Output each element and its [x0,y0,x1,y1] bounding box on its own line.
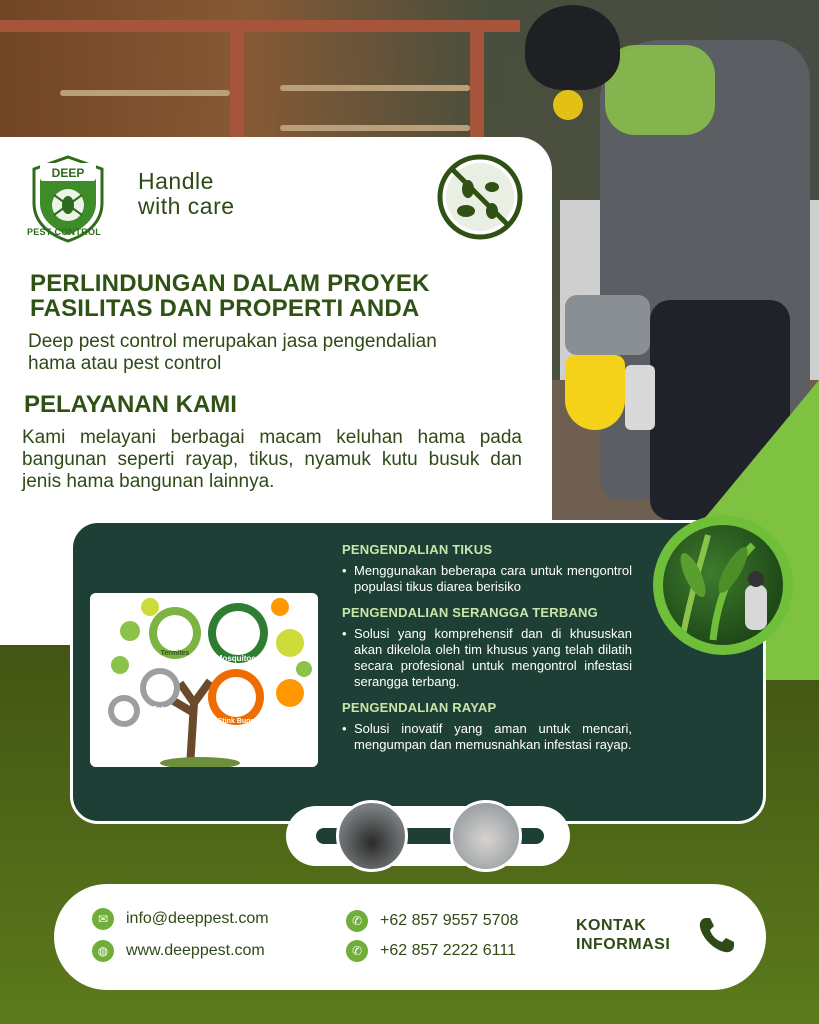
phone-handset-icon[interactable] [696,914,738,956]
railing-post [230,20,244,140]
rope [280,125,470,131]
email-text[interactable]: info@deeppest.com [126,910,269,927]
pest-tree-infographic [90,593,318,767]
label-rats: Rats [152,706,168,713]
label-stink-bugs: Stink Bugs [217,718,255,725]
thumbnail-photo-sprayer [450,800,522,872]
service-description: • Solusi inovatif yang aman untuk mencari, mengumpan dan memusnahkan infestasi rayap. [342,721,632,753]
phone-text-2[interactable]: +62 857 2222 6111 [380,942,516,959]
label-termites: Termites [160,650,190,657]
thumbnail-photo-treatment [336,800,408,872]
chemical-can [625,365,655,430]
service-item [342,605,632,690]
no-pests-icon [436,153,524,241]
garden-worker-photo [663,525,783,645]
plant-icon [663,525,783,645]
railing-post [470,20,484,140]
headline: PERLINDUNGAN DALAM PROYEK FASILITAS DAN PROPERTI ANDA [30,270,430,322]
respirator-mask [553,90,583,120]
phone-row-1[interactable] [346,910,518,932]
contact-label-line2: INFORMASI [576,936,671,953]
service-item [342,542,632,595]
phone-text-1[interactable]: +62 857 9557 5708 [380,912,519,929]
label-mice: Mice [117,727,131,733]
label-mosquitoes: Mosquitoes [215,654,261,663]
contact-label [576,916,670,954]
phone-icon: ✆ [346,910,368,932]
fogger-tank [565,355,625,430]
email-icon: ✉ [92,908,114,930]
rope [60,90,230,96]
website-text[interactable]: www.deeppest.com [126,942,265,959]
rope [280,85,470,91]
email-row[interactable] [92,908,269,930]
services-list [342,542,632,759]
service-description: • Menggunakan beberapa cara untuk mengontrol populasi tikus diarea berisiko [342,563,632,595]
service-item [342,700,632,753]
intro-text: Deep pest control merupakan jasa pengendalian hama atau pest control [28,331,437,374]
worker-head [525,5,620,90]
fogger-machine [565,295,650,355]
worker-vest [605,45,715,135]
website-row[interactable] [92,940,265,962]
service-title: PENGENDALIAN SERANGGA TERBANG [342,605,598,620]
service-title: PENGENDALIAN TIKUS [342,542,493,557]
railing-bar [0,20,520,32]
services-description: Kami melayani berbagai macam keluhan hama pada bangunan seperti rayap, tikus, nyamuk kutu busuk dan jenis hama bangunan lainnya. [22,427,522,492]
phone-icon: ✆ [346,940,368,962]
services-heading: PELAYANAN KAMI [24,391,237,418]
globe-icon: ◍ [92,940,114,962]
contact-label-line1: KONTAK [576,917,647,934]
tagline: Handle with care [138,168,235,219]
logo-subtitle: PEST CONTROL [26,227,102,237]
service-title: PENGENDALIAN RAYAP [342,700,497,715]
service-description: • Solusi yang komprehensif dan di khususkan akan dikelola oleh tim khusus yang telah dilatih secara profesional untuk mengontrol infestasi serangga terbang. [342,626,632,690]
logo-word: DEEP [51,166,85,180]
phone-row-2[interactable] [346,940,516,962]
